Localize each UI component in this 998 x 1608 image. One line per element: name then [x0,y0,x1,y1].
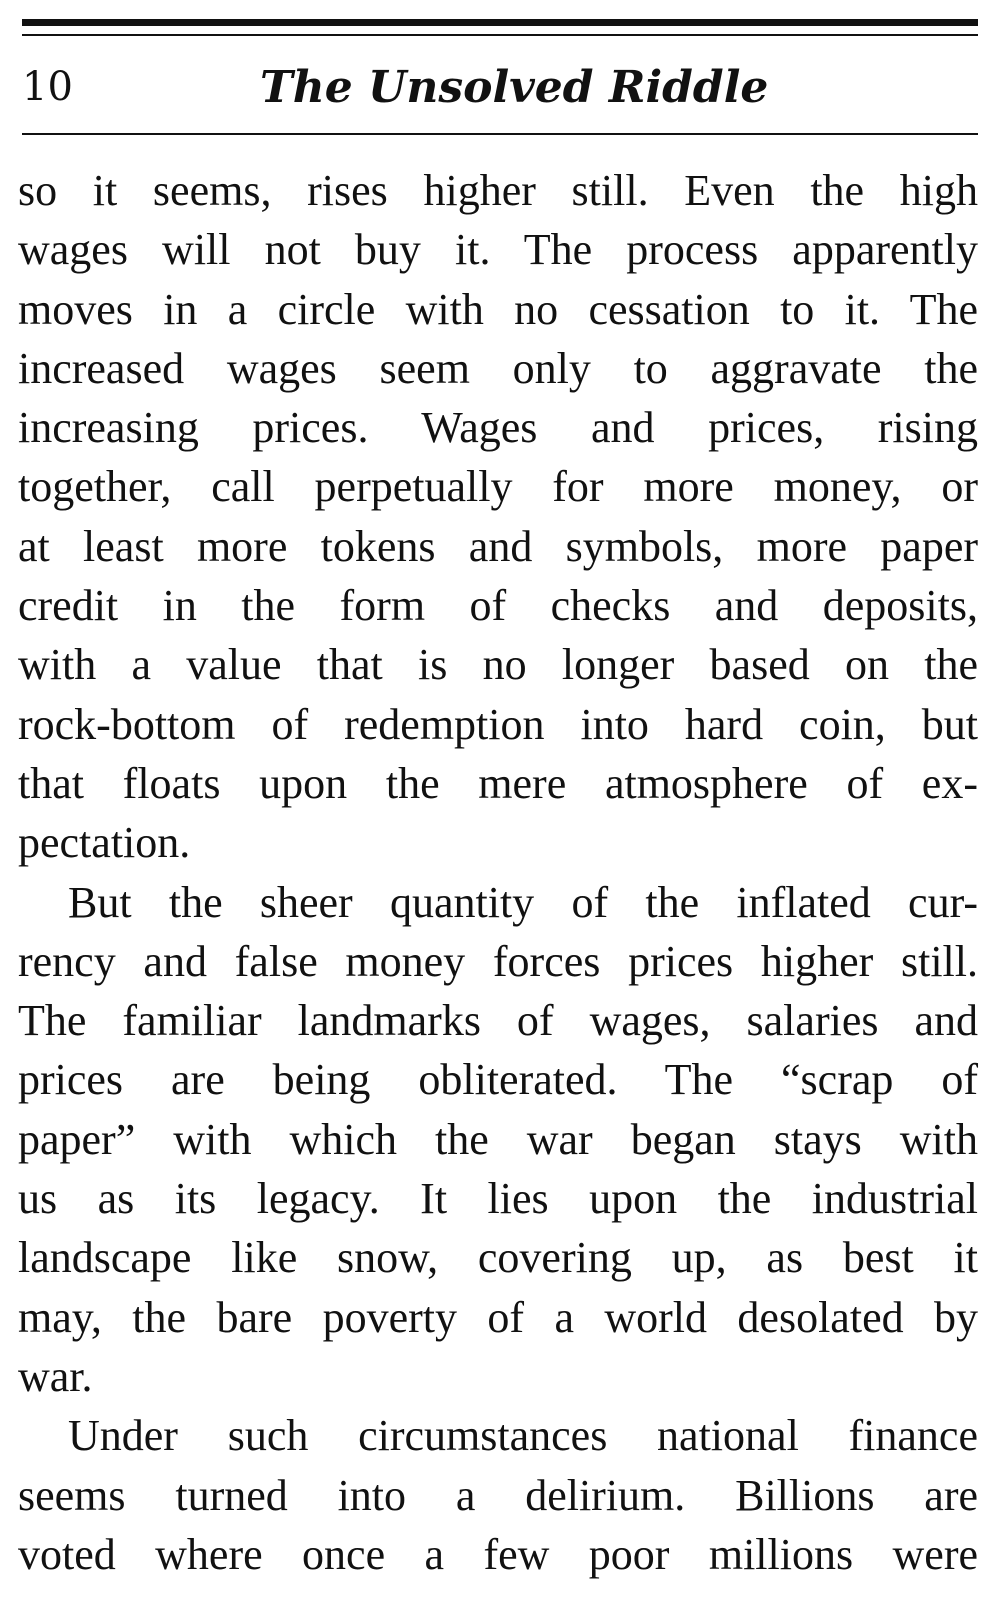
text-line: seems turned into a delirium. Billions are [18,1470,978,1520]
top-rule-thin [22,34,978,36]
text-line: rency and false money forces prices higher still. [18,936,978,986]
text-line: at least more tokens and symbols, more paper [18,521,978,571]
text-line: may, the bare poverty of a world desolated by [18,1292,978,1342]
text-line: together, call perpetually for more money, or [18,462,978,512]
running-title: The Unsolved Riddle [260,62,769,113]
text-line: credit in the form of checks and deposits, [18,581,978,631]
text-line: increased wages seem only to aggravate the [18,343,978,393]
text-line: But the sheer quantity of the inflated cur- [68,877,978,927]
text-line: with a value that is no longer based on the [18,640,978,690]
text-line: war. [18,1351,93,1401]
text-line: moves in a circle with no cessation to it. The [18,284,978,334]
text-line: prices are being obliterated. The “scrap of [18,1055,978,1105]
text-line: wages will not buy it. The process apparently [18,225,978,275]
text-line: paper” with which the war began stays with [18,1114,978,1164]
text-line: Under such circumstances national finance [68,1411,978,1461]
header-rule [22,133,978,135]
body-text [18,161,978,1584]
text-line: landscape like snow, covering up, as best it [18,1233,978,1283]
text-line: that floats upon the mere atmosphere of ex- [18,758,978,808]
text-line: so it seems, rises higher still. Even the high [18,166,978,215]
text-line: increasing prices. Wages and prices, rising [18,403,978,453]
text-line: rock-bottom of redemption into hard coin, but [18,699,978,749]
text-line: us as its legacy. It lies upon the industrial [18,1174,978,1224]
text-line: The familiar landmarks of wages, salaries and [18,996,978,1046]
page-header [22,62,978,122]
text-line: pectation. [18,818,191,868]
page-number: 10 [22,64,73,110]
top-rule-thick [22,19,978,26]
text-line: voted where once a few poor millions were [18,1529,978,1579]
